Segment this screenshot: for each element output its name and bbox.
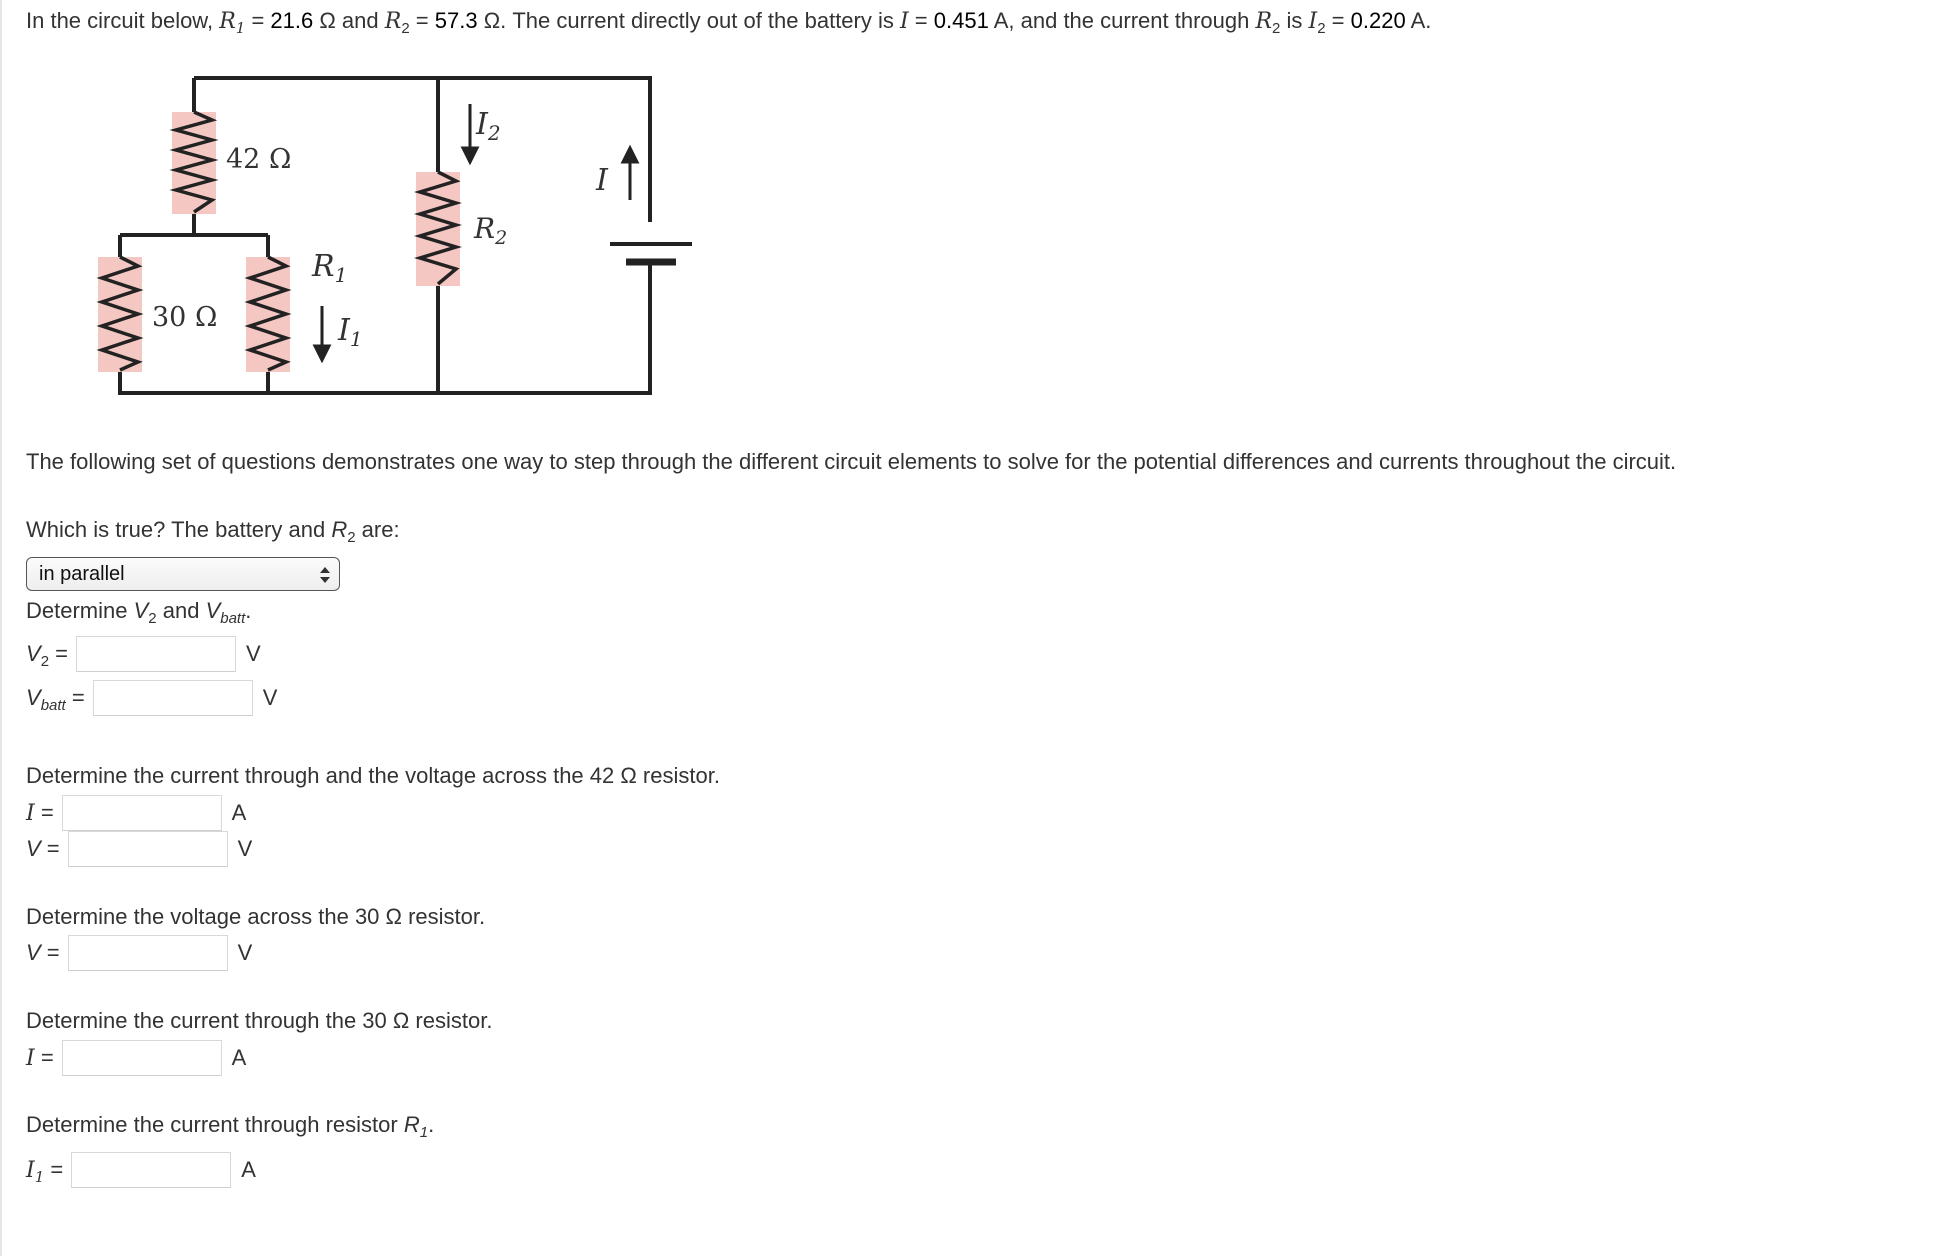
intro-text: is <box>1280 8 1309 33</box>
q1-prompt <box>26 516 400 544</box>
label-r2: $R_2$ <box>474 212 508 249</box>
r1-subscript: 1 <box>235 19 246 37</box>
r2-value: 57.3 <box>434 8 478 33</box>
v2-unit: V <box>246 641 261 666</box>
r2-subscript: 2 <box>1272 20 1281 37</box>
q4-prompt: Determine the voltage across the 30 Ω resistor. <box>26 904 486 929</box>
r1-subscript: 1 <box>419 1124 429 1141</box>
r2-subscript: 2 <box>347 529 356 546</box>
q3-v-label: V = <box>26 836 60 861</box>
i2-value: 0.220 <box>1350 8 1406 33</box>
problem-statement <box>26 7 1431 36</box>
i-value: 0.451 <box>933 8 989 33</box>
q3-i-label: I = <box>26 800 54 826</box>
q6-text: Determine the current through resistor <box>26 1112 404 1137</box>
equals: = <box>245 8 271 33</box>
label-i2: $I_2$ <box>476 107 501 145</box>
label-r1: $R_1$ <box>312 249 348 287</box>
q6-prompt <box>26 1111 434 1139</box>
label-i1: $I_1$ <box>338 313 363 351</box>
i-arrowhead <box>623 148 637 162</box>
q3-prompt: Determine the current through and the voltage across the 42 Ω resistor. <box>26 763 720 788</box>
q3-voltage-unit: V <box>237 836 253 861</box>
select-value: in parallel <box>39 562 125 585</box>
intro-text: Ω. The current directly out of the battery is <box>477 8 900 33</box>
q3-voltage-input[interactable] <box>68 831 228 867</box>
intro-text: In the circuit below, <box>26 8 220 33</box>
q2-text: Determine <box>26 598 134 623</box>
r2-symbol: R <box>1255 9 1273 34</box>
q1-text: are: <box>355 517 400 542</box>
circuit-diagram <box>92 72 712 412</box>
q3-current-input[interactable] <box>62 795 222 831</box>
i2-symbol: I <box>1308 9 1318 34</box>
v2-subscript: 2 <box>148 610 157 627</box>
intro-text: Ω and <box>313 8 385 33</box>
i1-row <box>26 1152 256 1188</box>
q2-text: . <box>245 598 252 623</box>
q6-text: . <box>428 1112 435 1137</box>
q4-voltage-input[interactable] <box>68 935 228 971</box>
r2-symbol: R <box>384 9 402 34</box>
q3-voltage-row <box>26 831 252 867</box>
i1-input[interactable] <box>71 1152 231 1188</box>
r2-subscript: 2 <box>401 20 410 37</box>
label-42-ohm: 42 Ω <box>226 144 292 175</box>
intro-text: A. <box>1405 8 1432 33</box>
relationship-select[interactable] <box>26 557 340 591</box>
equals: = <box>409 8 435 33</box>
left-border <box>0 0 2 1256</box>
v2-row <box>26 636 261 672</box>
i2-arrowhead <box>463 148 477 162</box>
equals: = <box>1325 8 1351 33</box>
r1-symbol: R <box>219 9 236 34</box>
i-symbol: I <box>899 9 909 34</box>
vbatt-row <box>26 680 277 716</box>
intro-text: A, and the current through <box>988 8 1256 33</box>
q5-current-unit: A <box>231 1045 247 1070</box>
i1-unit: A <box>241 1157 256 1182</box>
r1-symbol: R <box>403 1112 420 1137</box>
vbatt-subscript: batt <box>220 610 246 627</box>
q3-current-row <box>26 795 246 831</box>
vbatt-input[interactable] <box>93 680 253 716</box>
description-text: The following set of questions demonstrates one way to step through the different circuit elements to solve for the potential differences and currents throughout the circuit. <box>26 449 1677 474</box>
vbatt-label: $V_{batt}$ = <box>26 685 85 714</box>
r2-symbol: R <box>331 517 348 542</box>
v2-input[interactable] <box>76 636 236 672</box>
q4-voltage-row <box>26 935 252 971</box>
v2-symbol: V <box>133 598 149 623</box>
i1-label: $I_1$ = <box>26 1157 64 1186</box>
q5-prompt: Determine the current through the 30 Ω resistor. <box>26 1008 493 1033</box>
equals: = <box>908 8 934 33</box>
q5-current-row <box>26 1040 246 1076</box>
i2-subscript: 2 <box>1317 20 1326 37</box>
vbatt-unit: V <box>262 685 278 710</box>
q2-prompt <box>26 597 251 625</box>
vbatt-symbol: V <box>205 598 221 623</box>
q2-text: and <box>156 598 206 623</box>
q3-current-unit: A <box>231 800 247 825</box>
q1-text: Which is true? The battery and <box>26 517 332 542</box>
q5-i-label: I = <box>26 1045 54 1071</box>
q5-current-input[interactable] <box>62 1040 222 1076</box>
select-arrows-icon <box>319 564 331 586</box>
q4-v-label: V = <box>26 940 60 965</box>
v2-label: $V_2$ = <box>26 641 68 670</box>
q4-voltage-unit: V <box>237 940 253 965</box>
label-i: I <box>596 163 608 198</box>
label-30-ohm: 30 Ω <box>152 302 218 333</box>
r1-value: 21.6 <box>270 8 314 33</box>
i1-arrowhead <box>315 346 329 360</box>
